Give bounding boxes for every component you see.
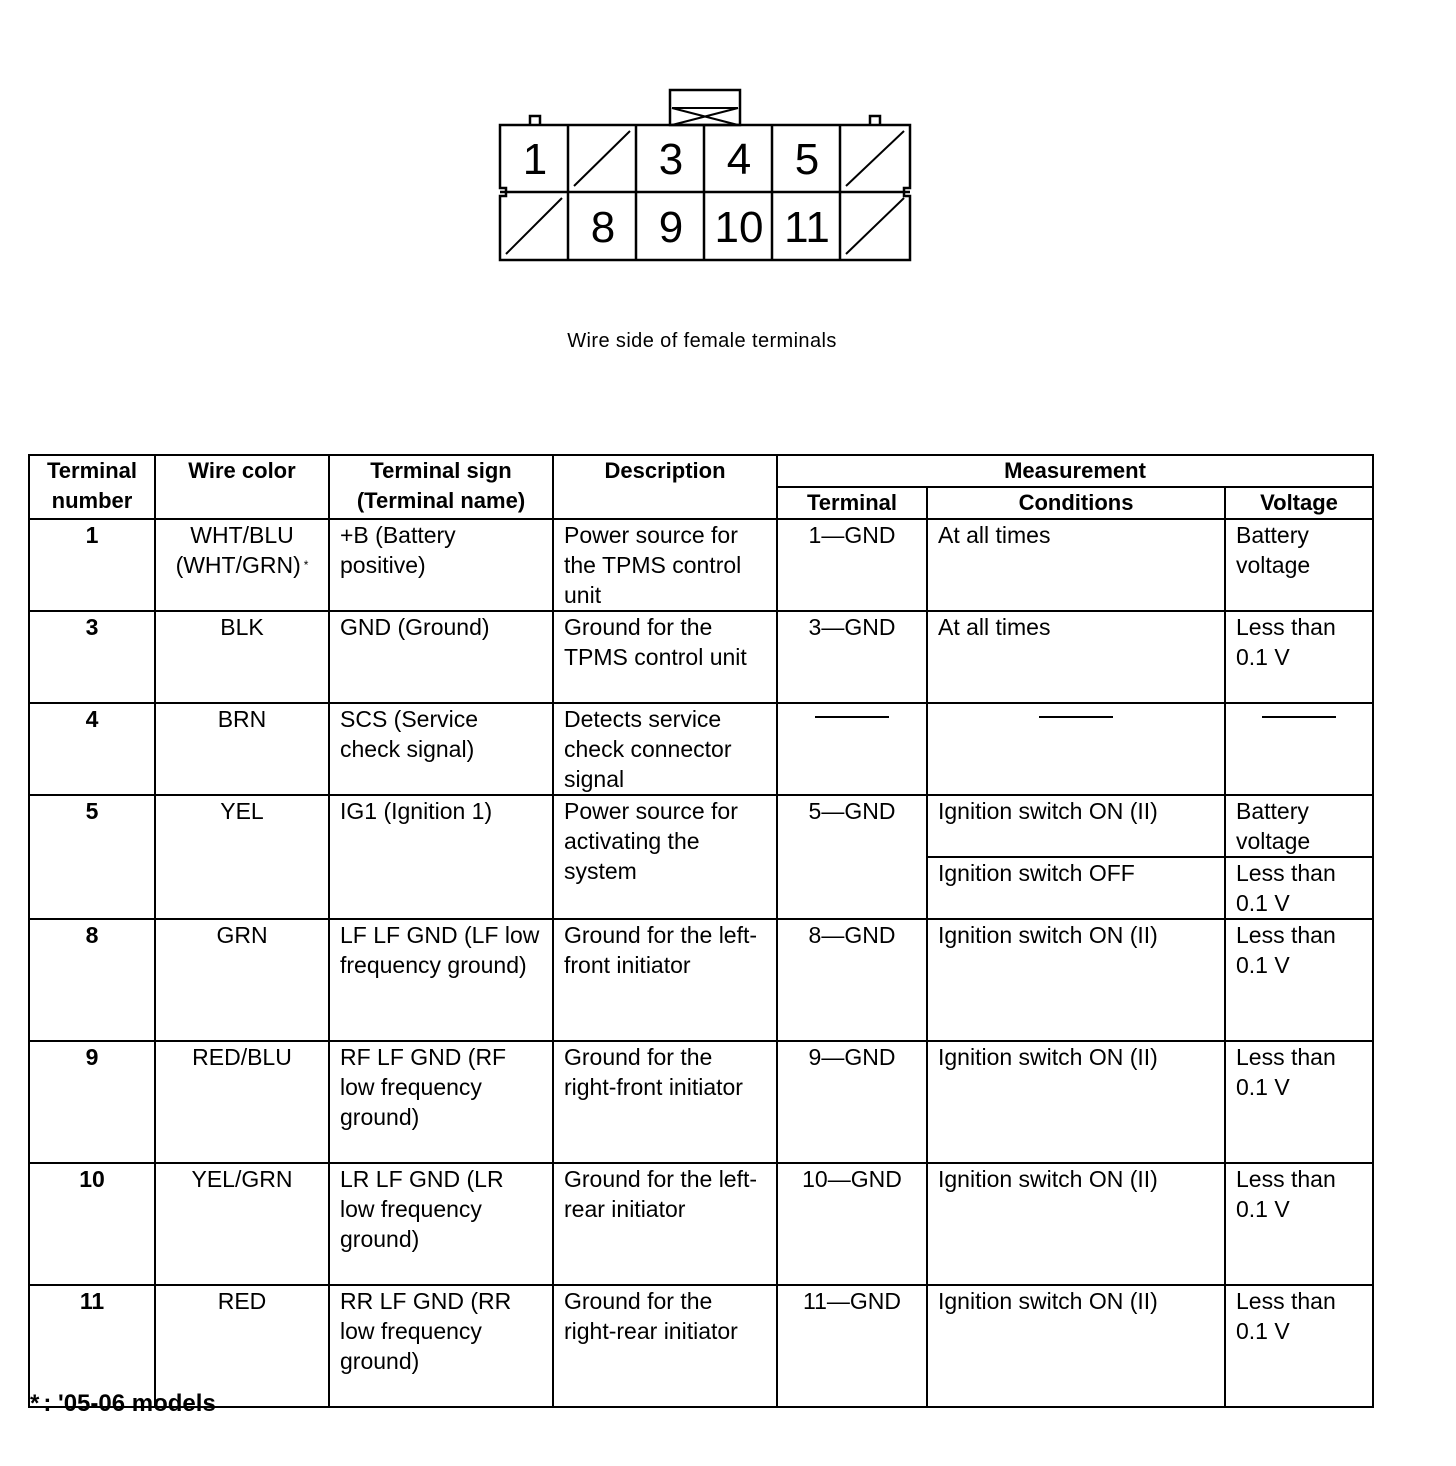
wire-color: [155, 519, 329, 611]
table-row: [29, 795, 1373, 857]
wire-color: BLK: [155, 611, 329, 703]
pin-label: 9: [658, 203, 684, 252]
measurement-terminal: 9—GND: [777, 1041, 927, 1163]
pin-label: 10: [714, 203, 764, 252]
terminal-number: 11: [29, 1285, 155, 1407]
header-terminal: Terminal: [777, 487, 927, 519]
footnote-mark: *: [303, 558, 309, 572]
terminal-sign: SCS (Service check signal): [329, 703, 553, 795]
voltage: Battery voltage: [1225, 795, 1373, 857]
voltage: Less than 0.1 V: [1225, 1163, 1373, 1285]
table-row: [29, 1285, 1373, 1407]
description: Power source for activating the system: [553, 795, 777, 919]
header-measurement: Measurement: [777, 455, 1373, 487]
table-row: [29, 1041, 1373, 1163]
footnote-text: : '05-06 models: [43, 1390, 216, 1417]
conditions: At all times: [927, 519, 1225, 611]
wire-color: RED: [155, 1285, 329, 1407]
terminal-sign: GND (Ground): [329, 611, 553, 703]
empty-cavity-7: [506, 198, 562, 254]
conditions: Ignition switch ON (II): [927, 1041, 1225, 1163]
terminal-number: 8: [29, 919, 155, 1041]
terminal-number: 3: [29, 611, 155, 703]
footnote-mark: *: [30, 1390, 40, 1417]
terminal-sign: IG1 (Ignition 1): [329, 795, 553, 919]
conditions: Ignition switch ON (II): [927, 919, 1225, 1041]
description: Ground for the left-front initiator: [553, 919, 777, 1041]
conditions: Ignition switch OFF: [927, 857, 1225, 919]
description: Ground for the TPMS control unit: [553, 611, 777, 703]
conditions: At all times: [927, 611, 1225, 703]
measurement-terminal: 11—GND: [777, 1285, 927, 1407]
voltage: Less than 0.1 V: [1225, 1285, 1373, 1407]
description: Ground for the left-rear initiator: [553, 1163, 777, 1285]
wire-color: YEL: [155, 795, 329, 919]
pin-label: 3: [658, 135, 684, 184]
measurement-terminal: 1—GND: [777, 519, 927, 611]
table-row: [29, 611, 1373, 703]
empty-cavity-12: [846, 198, 904, 254]
pin-label: 8: [590, 203, 616, 252]
connector-guide-left: [530, 116, 540, 125]
voltage: Less than 0.1 V: [1225, 857, 1373, 919]
measurement-terminal: 3—GND: [777, 611, 927, 703]
voltage: [1225, 703, 1373, 795]
description: Ground for the right-front initiator: [553, 1041, 777, 1163]
table-row: [29, 519, 1373, 611]
pin-label: 11: [784, 203, 830, 252]
terminal-table: [28, 454, 1374, 1408]
wire-color: YEL/GRN: [155, 1163, 329, 1285]
terminal-number: 10: [29, 1163, 155, 1285]
connector-guide-right: [870, 116, 880, 125]
conditions: [927, 703, 1225, 795]
table-row: [29, 1163, 1373, 1285]
terminal-number: 1: [29, 519, 155, 611]
voltage: Less than 0.1 V: [1225, 1041, 1373, 1163]
empty-cavity-6: [846, 131, 904, 186]
pin-label: 5: [794, 135, 820, 184]
not-applicable-dash: [815, 716, 889, 718]
wire-color-value: WHT/BLU: [190, 522, 294, 548]
empty-cavity-2: [574, 131, 630, 186]
not-applicable-dash: [1262, 716, 1336, 718]
conditions: Ignition switch ON (II): [927, 795, 1225, 857]
voltage: Less than 0.1 V: [1225, 611, 1373, 703]
conditions: Ignition switch ON (II): [927, 1285, 1225, 1407]
header-terminal-number: Terminal number: [29, 455, 155, 519]
description: Detects service check connector signal: [553, 703, 777, 795]
wire-color: RED/BLU: [155, 1041, 329, 1163]
not-applicable-dash: [1039, 716, 1113, 718]
terminal-sign: RR LF GND (RR low frequency ground): [329, 1285, 553, 1407]
table-row: [29, 919, 1373, 1041]
conditions: Ignition switch ON (II): [927, 1163, 1225, 1285]
header-description: Description: [553, 455, 777, 519]
wire-color-alt: (WHT/GRN): [175, 552, 301, 578]
terminal-sign: RF LF GND (RF low frequency ground): [329, 1041, 553, 1163]
pin-label: 1: [522, 135, 548, 184]
description: Ground for the right-rear initiator: [553, 1285, 777, 1407]
voltage: Battery voltage: [1225, 519, 1373, 611]
measurement-terminal: [777, 703, 927, 795]
description: Power source for the TPMS control unit: [553, 519, 777, 611]
terminal-sign: LR LF GND (LR low frequency ground): [329, 1163, 553, 1285]
header-conditions: Conditions: [927, 487, 1225, 519]
table-row: [29, 703, 1373, 795]
header-terminal-sign: Terminal sign (Terminal name): [329, 455, 553, 519]
terminal-sign: LF LF GND (LF low frequency ground): [329, 919, 553, 1041]
measurement-terminal: 8—GND: [777, 919, 927, 1041]
measurement-terminal: 10—GND: [777, 1163, 927, 1285]
header-wire-color: Wire color: [155, 455, 329, 519]
terminal-sign: +B (Battery positive): [329, 519, 553, 611]
measurement-terminal: 5—GND: [777, 795, 927, 919]
header-row: [29, 455, 1373, 487]
terminal-number: 9: [29, 1041, 155, 1163]
connector-caption: Wire side of female terminals: [567, 330, 837, 352]
wire-color: BRN: [155, 703, 329, 795]
wire-color: GRN: [155, 919, 329, 1041]
terminal-number: 5: [29, 795, 155, 919]
voltage: Less than 0.1 V: [1225, 919, 1373, 1041]
pin-label: 4: [726, 135, 752, 184]
header-voltage: Voltage: [1225, 487, 1373, 519]
terminal-number: 4: [29, 703, 155, 795]
footnote: [30, 1390, 216, 1418]
connector-diagram: [0, 0, 1456, 300]
